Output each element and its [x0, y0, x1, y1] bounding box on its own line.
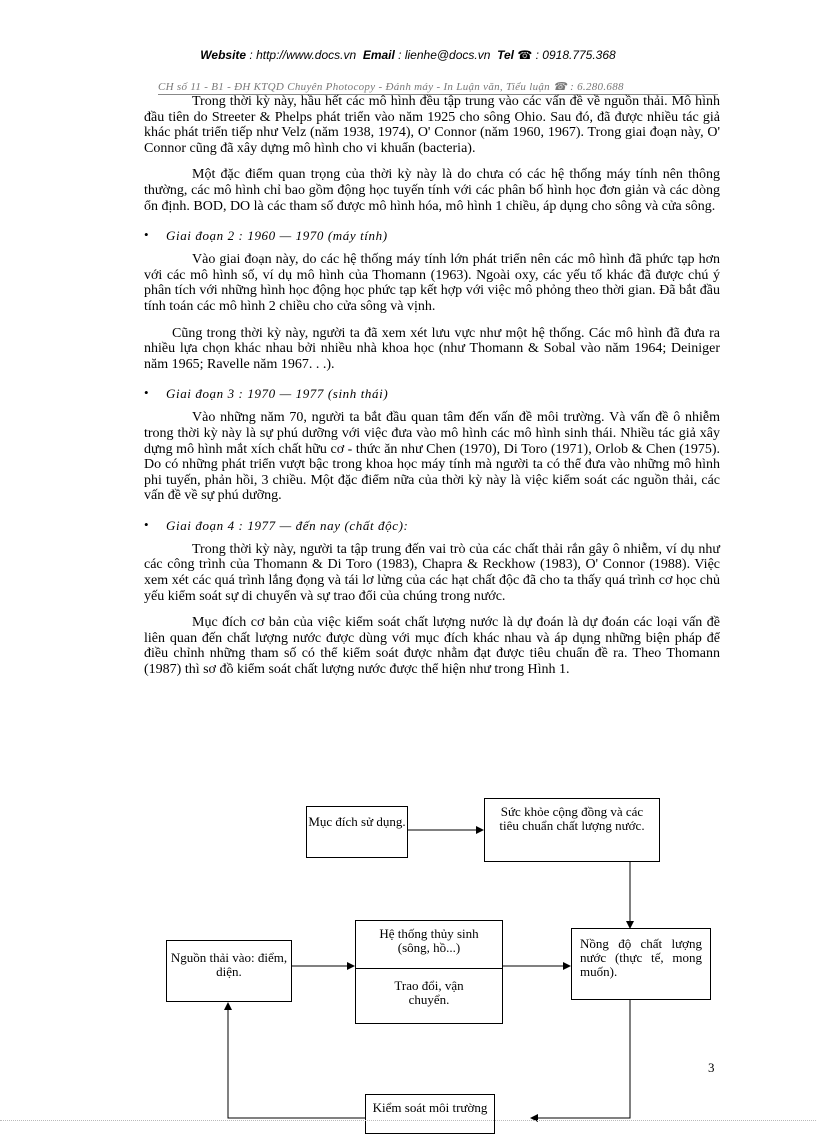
stage-3-title: Giai đoạn 3 : 1970 — 1977 (sinh thái) [166, 386, 389, 402]
page-number: 3 [708, 1060, 715, 1075]
tel-number: : 0918.775.368 [535, 48, 616, 62]
paragraph-7: Mục đích cơ bản của việc kiểm soát chất lượng nước là dự đoán là dự đoán các loại vấn đề liên quan đến chất lượng nước được dùng với mục đích khác nhau và áp dụng những biện pháp để điều chỉnh những tham số có thể kiểm soát được nhằm đạt được tiêu chuẩn đề ra. Theo Thomann (1987) thì sơ đồ kiểm soát chất lượng nước được thể hiện như trong Hình 1. [144, 615, 720, 678]
arrow-control-to-source [228, 1003, 365, 1118]
stage-4-title: Giai đoạn 4 : 1977 — đến nay (chất độc): [166, 517, 409, 533]
box-concentration: Nồng độ chất lượng nước (thực tế, mong muốn). [571, 928, 711, 1000]
box-waste-source: Nguồn thải vào: điểm, diện. [166, 940, 292, 1002]
box-environment-control: Kiểm soát môi trường [365, 1094, 495, 1134]
website-url[interactable]: : http://www.docs.vn [249, 48, 357, 62]
bullet-icon: • [144, 227, 150, 243]
paragraph-6: Trong thời kỳ này, người ta tập trung đến vai trò của các chất thải rắn gây ô nhiễm, ví dụ như các công trình của Thomann & Di Toro (1983), Chapra & Reckhow (1983), O' Connor (1988). Việc xem xét các quá trình lắng đọng và tái lơ lửng của các hạt chất độc đã cho ta thấy quá trình cơ học chủ yếu kiểm soát sự di chuyển và sự trao đổi của chúng trong nước. [144, 541, 720, 604]
sub-header: CH số 11 - B1 - ĐH KTQD Chuyên Photocopy - Đánh máy - In Luận văn, Tiểu luận ☎ : 6.280.688 [158, 80, 718, 95]
email-label: Email [362, 48, 395, 62]
paragraph-1: Trong thời kỳ này, hầu hết các mô hình đều tập trung vào các vấn đề về nguồn thải. Mô hình đầu tiên do Streeter & Phelps phát triển vào năm 1925 cho sông Ohio. Sau đó, đã được nhiều tác giả khác phát triển tiếp như Velz (năm 1938, 1974), O' Connor (năm 1960, 1967). Trong giai đoạn này, O' Connor cũng đã xây dựng mô hình cho vi khuẩn (bacteria). [144, 94, 720, 156]
box-health-standards: Sức khỏe cộng đồng và các tiêu chuẩn chất lượng nước. [484, 798, 660, 862]
website-label: Website [200, 48, 247, 62]
arrow-concentration-to-control [531, 1000, 630, 1118]
tel-label: Tel [497, 48, 514, 62]
bullet-icon: • [144, 516, 150, 532]
box-aquatic-system: Hệ thống thủy sinh (sông, hồ...) Trao đổi, vận chuyển. [355, 920, 503, 1024]
box-purpose: Mục đích sử dụng. [306, 806, 408, 858]
paragraph-3: Vào giai đoạn này, do các hệ thống máy tính lớn phát triển nên các mô hình đã phức tạp hơn với các mô hình số, ví dụ mô hình của Thomann (1963). Ngoài oxy, các yếu tố khác đã được chú ý phân tích với những hình học động học phức tạp kết hợp với việc mô phỏng theo thời gian. Đã bắt đầu tính toán các mô hình 2 chiều cho cửa sông và vịnh. [144, 252, 720, 314]
phone-icon: ☎ [517, 48, 533, 62]
bullet-icon: • [144, 385, 150, 401]
footer-divider [0, 1120, 816, 1121]
stage-2-title: Giai đoạn 2 : 1960 — 1970 (máy tính) [166, 228, 388, 244]
paragraph-5: Vào những năm 70, người ta bắt đầu quan tâm đến vấn đề môi trường. Và vấn đề ô nhiễm trong thời kỳ này là sự phú dưỡng với việc đưa vào mô hình các mô hình sinh thái. Nhiều tác giả xây dựng mô hình mắt xích chất hữu cơ - thức ăn như Chen (1970), Di Toro (1971), Orlob & Chen (1975). Do có những phát triển vượt bậc trong khoa học máy tính mà người ta có thể đưa vào những mô hình phi tuyến, phản hồi, 3 chiều. Một đặc điểm nữa của thời kỳ này là việc kiểm soát các nguồn thải, các vấn đề về sự phú dưỡng. [144, 410, 720, 504]
paragraph-2: Một đặc điểm quan trọng của thời kỳ này là do chưa có các hệ thống máy tính nên thông thường, các mô hình chỉ bao gồm động học tuyến tính với các phân bố hình học đơn giản và các dòng ổn định. BOD, DO là các tham số được mô hình hóa, mô hình 1 chiều, áp dụng cho sông và cửa sông. [144, 167, 720, 214]
email-address[interactable]: : lienhe@docs.vn [398, 48, 491, 62]
paragraph-4: Cũng trong thời kỳ này, người ta đã xem xét lưu vực như một hệ thống. Các mô hình đã đưa ra nhiều lựa chọn khác nhau bởi nhiều nhà khoa học (như Thomann & Sobal vào năm 1964; Deiniger năm 1965; Ravelle năm 1967. . .). [144, 325, 720, 372]
